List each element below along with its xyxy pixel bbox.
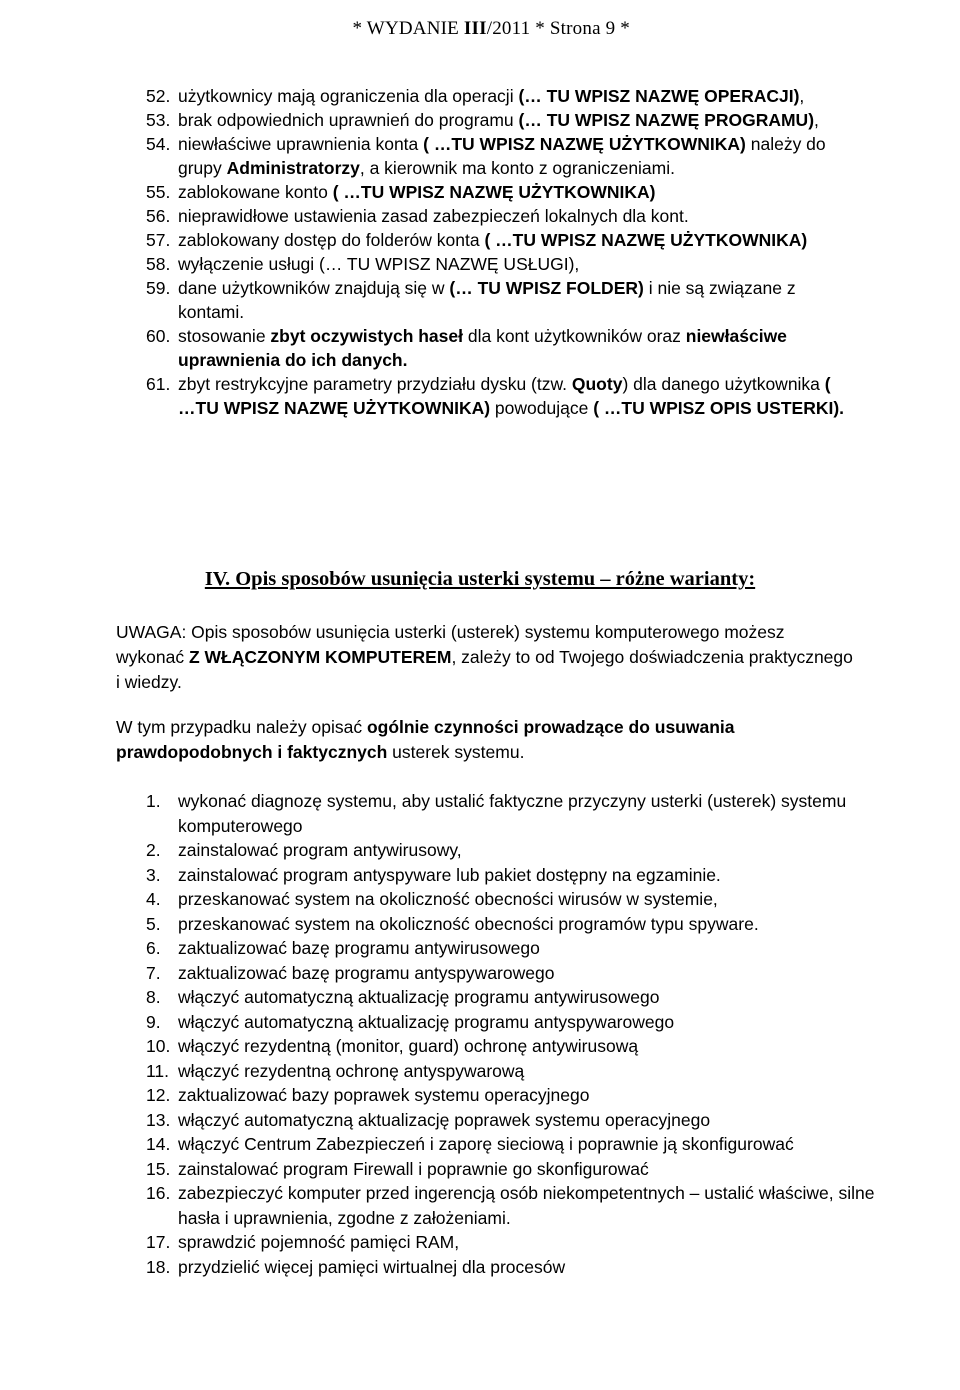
bold-text: ( …TU WPISZ NAZWĘ UŻYTKOWNIKA) [423,134,746,154]
bold-text: ( …TU WPISZ OPIS USTERKI). [593,398,845,418]
step-text: zainstalować program Firewall i poprawnie go skonfigurować [178,1158,649,1179]
step-item [146,838,886,863]
error-text [178,276,846,324]
text: , a kierownik ma konto z ograniczeniami. [359,158,675,178]
text: powodujące [490,398,594,418]
error-text [178,252,846,276]
step-number: 11. [146,1060,170,1081]
step-text: zaktualizować bazę programu antywirusowego [178,938,540,958]
text: niewłaściwe uprawnienia konta [178,134,424,154]
step-text: zaktualizować bazę programu antyspywarowego [178,962,555,983]
step-number: 16. [146,1183,171,1203]
step-item [146,1034,886,1059]
step-number: 2. [146,840,161,860]
bold-text: zbyt oczywistych haseł [270,326,463,346]
bold-text: Quoty [571,374,623,394]
error-number: 58. [146,254,171,274]
step-number: 9. [146,1011,161,1032]
bold-text: Administratorzy [226,158,360,178]
header-prefix: * WYDANIE [352,18,464,39]
bold-text: Z WŁĄCZONYM KOMPUTEREM [188,647,452,667]
step-number: 6. [146,938,161,958]
text: nieprawidłowe ustawienia zasad zabezpieczeń lokalnych dla kont. [178,206,689,226]
text: usterek systemu. [387,742,525,762]
step-item [146,789,886,838]
error-number: 52. [146,86,171,106]
step-number: 7. [146,962,161,983]
step-item [146,1157,886,1182]
step-item [146,1083,886,1108]
error-text [178,324,846,372]
error-item [146,180,846,204]
step-number: 1. [146,791,161,811]
error-number: 57. [146,230,171,250]
error-item [146,84,846,108]
bold-text: ( …TU WPISZ NAZWĘ UŻYTKOWNIKA) [332,182,656,202]
step-number: 12. [146,1085,171,1105]
step-text: włączyć rezydentną ochronę antyspywarową [178,1060,525,1081]
text: , [814,110,819,130]
text: zablokowany dostęp do folderów konta [178,230,485,250]
bold-text: ( …TU WPISZ NAZWĘ UŻYTKOWNIKA) [178,374,831,418]
error-text [178,84,846,108]
page-header [353,18,631,40]
step-number: 5. [146,913,161,934]
step-item [146,912,886,937]
error-item [146,132,846,180]
bold-text: (… TU WPISZ NAZWĘ PROGRAMU) [518,110,815,130]
step-item [146,985,886,1010]
step-text: zabezpieczyć komputer przed ingerencją osób niekompetentnych – ustalić właściwe, silne hasła i uprawnienia, zgodne z założeniami. [178,1183,875,1228]
error-item [146,252,846,276]
bold-text: (… TU WPISZ NAZWĘ OPERACJI) [518,86,800,106]
step-text: przeskanować system na okoliczność obecności programów typu spyware. [178,913,759,934]
section-title: IV. Opis sposobów usunięcia usterki systemu – różne warianty: [204,568,756,590]
error-number: 61. [146,374,171,394]
step-text: sprawdzić pojemność pamięci RAM, [178,1232,460,1252]
step-number: 10. [146,1036,171,1056]
text: stosowanie [178,326,271,346]
step-text: zainstalować program antywirusowy, [178,840,462,860]
error-text [178,228,846,252]
step-number: 18. [146,1256,171,1277]
instruction-paragraph [116,715,856,765]
step-item [146,936,886,961]
bold-text: (… TU WPISZ FOLDER) [449,278,644,298]
text: dane użytkowników znajdują się w [178,278,450,298]
error-item [146,276,846,324]
step-item [146,1181,886,1230]
step-item [146,1059,886,1084]
header-suffix: /2011 * Strona 9 * [486,18,630,39]
error-item [146,324,846,372]
error-text [178,180,846,204]
text: ) dla danego użytkownika [622,374,825,394]
step-text: przydzielić więcej pamięci wirtualnej dla procesów [178,1256,566,1277]
error-number: 59. [146,278,171,298]
error-item [146,204,846,228]
step-number: 17. [146,1232,171,1252]
step-item [146,1230,886,1255]
bold-text: ( …TU WPISZ NAZWĘ UŻYTKOWNIKA) [484,230,808,250]
text: zbyt restrykcyjne parametry przydziału dysku (tzw. [178,374,572,394]
error-number: 54. [146,134,171,154]
error-text [178,108,846,132]
error-item [146,228,846,252]
text: zablokowane konto [178,182,333,202]
error-number: 53. [146,110,171,130]
step-number: 4. [146,889,161,909]
error-text [178,132,846,180]
step-text: włączyć rezydentną (monitor, guard) ochronę antywirusową [178,1036,639,1056]
error-item [146,372,846,420]
warning-paragraph [116,620,856,695]
step-number: 13. [146,1109,171,1130]
step-number: 3. [146,864,161,885]
error-number: 60. [146,326,171,346]
text: , zależy to od Twojego doświadczenia praktycznego i wiedzy. [116,647,853,692]
error-number: 55. [146,182,171,202]
error-text [178,372,846,420]
text: , [799,86,805,106]
step-text: zainstalować program antyspyware lub pakiet dostępny na egzaminie. [178,864,721,885]
text: W tym przypadku należy opisać [116,717,367,737]
error-item [146,108,846,132]
text: należy do grupy [178,134,826,178]
error-text [178,204,846,228]
text: wyłączenie usługi (… TU WPISZ NAZWĘ USŁUGI), [178,254,580,274]
step-text: wykonać diagnozę systemu, aby ustalić faktyczne przyczyny usterki (usterek) systemu komputerowego [178,791,847,836]
text: UWAGA: Opis sposobów usunięcia usterki (usterek) systemu komputerowego możesz wykonać [116,622,785,667]
error-number: 56. [146,206,171,226]
text: dla kont użytkowników oraz [463,326,686,346]
step-number: 14. [146,1134,171,1154]
step-item [146,1108,886,1133]
text: i nie są związane z kontami. [178,278,796,322]
step-item [146,863,886,888]
text: użytkownicy mają ograniczenia dla operacji [178,86,519,106]
step-text: włączyć Centrum Zabezpieczeń i zaporę sieciową i poprawnie ją skonfigurować [178,1134,794,1154]
bold-text: ogólnie czynności prowadzące do usuwania prawdopodobnych i faktycznych [116,717,735,762]
error-list [146,84,846,420]
step-text: włączyć automatyczną aktualizację poprawek systemu operacyjnego [178,1109,711,1130]
step-text: włączyć automatyczną aktualizację programu antyspywarowego [178,1011,675,1032]
step-item [146,1010,886,1035]
step-text: zaktualizować bazy poprawek systemu operacyjnego [178,1085,590,1105]
step-item [146,961,886,986]
header-issue: III [463,18,487,39]
step-item [146,1132,886,1157]
repair-steps-list [146,789,886,1279]
step-number: 8. [146,987,161,1007]
step-text: włączyć automatyczną aktualizację programu antywirusowego [178,987,660,1007]
step-text: przeskanować system na okoliczność obecności wirusów w systemie, [178,889,718,909]
text: brak odpowiednich uprawnień do programu [178,110,519,130]
bold-text: niewłaściwe uprawnienia do ich danych. [178,326,787,370]
step-number: 15. [146,1158,171,1179]
step-item [146,1255,886,1280]
step-item [146,887,886,912]
